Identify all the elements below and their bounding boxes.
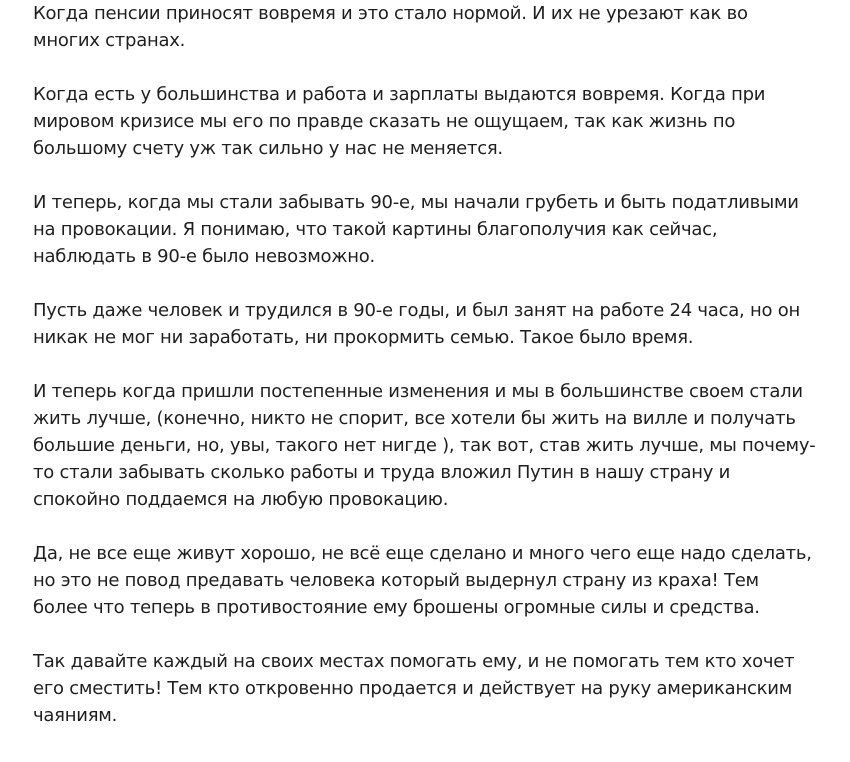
- paragraph-gap: [33, 270, 790, 297]
- text-line: спокойно поддаемся на любую провокацию.: [33, 489, 449, 510]
- paragraph-1: [33, 0, 790, 54]
- text-line: его сместить! Тем кто откровенно продается и действует на руку американским: [33, 678, 793, 699]
- paragraph-gap: [33, 351, 790, 378]
- text-line: жить лучше, (конечно, никто не спорит, все хотели бы жить на вилле и получать: [33, 408, 796, 429]
- text-line: многих странах.: [33, 30, 186, 51]
- text-line: И теперь, когда мы стали забывать 90-е, мы начали грубеть и быть податливыми: [33, 192, 799, 213]
- paragraph-5: [33, 378, 816, 513]
- paragraph-3: [33, 189, 799, 270]
- paragraph-7: [33, 648, 795, 729]
- text-line: Да, не все еще живут хорошо, не всё еще сделано и много чего еще надо сделать,: [33, 543, 812, 564]
- paragraph-gap: [33, 621, 790, 648]
- text-line: И теперь когда пришли постепенные изменения и мы в большинстве своем стали: [33, 381, 803, 402]
- text-line: на провокации. Я понимаю, что такой картины благополучия как сейчас,: [33, 219, 718, 240]
- text-line: но это не повод предавать человека который выдернул страну из краха! Тем: [33, 570, 759, 591]
- text-line: Пусть даже человек и трудился в 90-е годы, и был занят на работе 24 часа, но он: [33, 300, 800, 321]
- paragraph-4: [33, 297, 800, 351]
- text-line: Когда пенсии приносят вовремя и это стало нормой. И их не урезают как во: [33, 3, 748, 24]
- paragraph-gap: [33, 54, 790, 81]
- text-line: то стали забывать сколько работы и труда вложил Путин в нашу страну и: [33, 462, 731, 483]
- paragraph-gap: [33, 513, 790, 540]
- text-line: чаяниям.: [33, 705, 118, 726]
- text-line: Когда есть у большинства и работа и зарплаты выдаются вовремя. Когда при: [33, 84, 766, 105]
- text-line: наблюдать в 90-е было невозможно.: [33, 246, 376, 267]
- paragraph-6: [33, 540, 812, 621]
- paragraph-gap: [33, 162, 790, 189]
- paragraph-2: [33, 81, 790, 162]
- text-line: более что теперь в противостояние ему брошены огромные силы и средства.: [33, 597, 760, 618]
- text-line: большие деньги, но, увы, такого нет нигде ), так вот, став жить лучше, мы почему-: [33, 435, 816, 456]
- text-line: мировом кризисе мы его по правде сказать не ощущаем, так как жизнь по: [33, 111, 736, 132]
- text-line: большому счету уж так сильно у нас не меняется.: [33, 138, 503, 159]
- text-line: никак не мог ни заработать, ни прокормить семью. Такое было время.: [33, 327, 694, 348]
- text-line: Так давайте каждый на своих местах помогать ему, и не помогать тем кто хочет: [33, 651, 795, 672]
